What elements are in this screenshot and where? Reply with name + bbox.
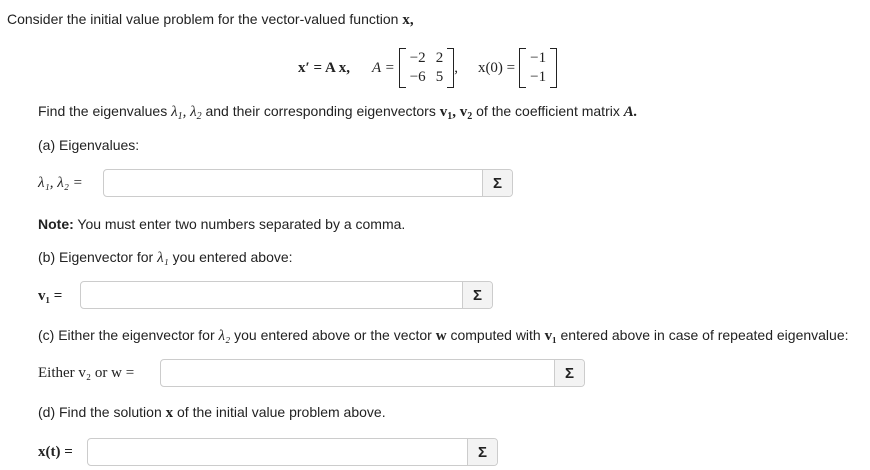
v2-w-label: Either v₂ or w = — [38, 365, 135, 381]
eigenvalues-input[interactable] — [103, 169, 513, 197]
sigma-button[interactable]: Σ — [554, 360, 584, 386]
v1-label: v₁ = — [38, 288, 63, 304]
x0-label: x(0) = — [477, 59, 516, 76]
xt-label: x(t) = — [38, 444, 73, 460]
sigma-button[interactable]: Σ — [462, 282, 492, 308]
v2-or-w-input[interactable] — [160, 359, 585, 387]
part-b-label: (b) Eigenvector for λ₁ you entered above: — [38, 249, 293, 266]
sigma-button[interactable]: Σ — [467, 439, 497, 465]
eigenvalues-label: λ₁, λ₂ = — [38, 175, 83, 191]
part-d-label: (d) Find the solution x of the initial value problem above. — [38, 404, 386, 421]
ivp-equation: x′ = A x, A = −2 2 −6 5 , x(0) = −1 −1 — [298, 48, 557, 88]
find-text: Find the eigenvalues $\lambda_1$, $\lambda_2$ and their corresponding eigenvectors $v_1$, $v_2$ of the coefficient matrix A. — [38, 103, 638, 122]
sigma-button[interactable]: Σ — [482, 170, 512, 196]
intro-label: Consider the initial value problem for the vector-valued function — [7, 11, 399, 27]
note: Note: You must enter two numbers separated by a comma. — [38, 216, 406, 232]
ode: x′ = A x, — [298, 59, 350, 76]
matrix-a: −2 2 −6 5 — [399, 48, 454, 88]
part-a-label: (a) Eigenvalues: — [38, 137, 140, 153]
a-label: A = — [371, 59, 395, 76]
v1-input[interactable] — [80, 281, 493, 309]
intro-var: x, — [402, 12, 414, 28]
part-c-label: (c) Either the eigenvector for λ₂ you entered above or the vector w computed with v₁ entered above in case of repeated eigenvalue: — [38, 327, 849, 344]
intro-text — [7, 11, 414, 29]
x0-vector: −1 −1 — [519, 48, 557, 88]
solution-input[interactable] — [87, 438, 498, 466]
